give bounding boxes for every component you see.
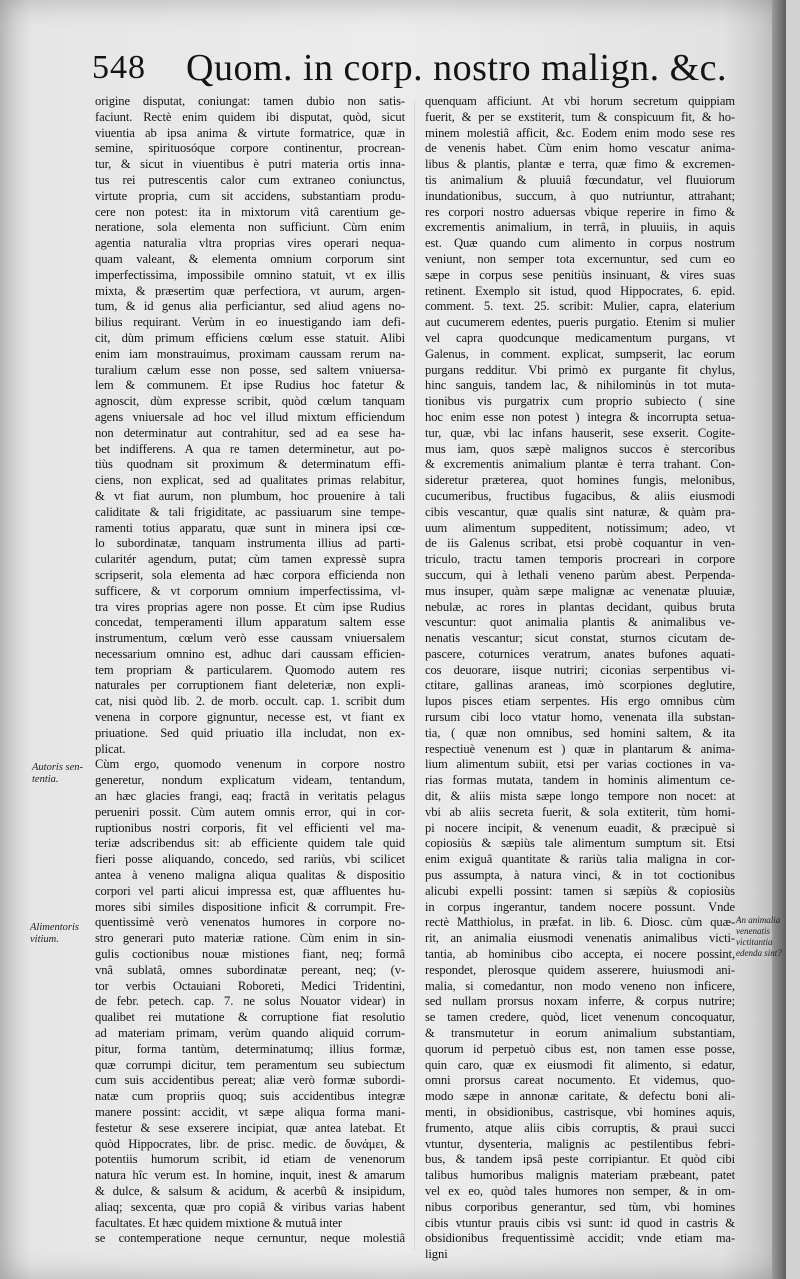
text-line: semine, spirituosóque corpore continentur, procrean- bbox=[95, 141, 405, 156]
text-line: lo subordinatæ, tanquam instrumenta illius ad parti- bbox=[95, 536, 405, 551]
text-line: antea à veneno maligna aliqua qualitas & dispositio bbox=[95, 868, 405, 883]
text-line: tis animalium & pluuiâ fœcundatur, vel fluuiorum bbox=[425, 172, 735, 187]
text-line: mores sibi similes dispositione inficit & corrumpit. Fre- bbox=[95, 899, 405, 914]
text-line: alicubi expelli possint: tamen si sæpiùs & copiosiùs bbox=[425, 883, 735, 898]
text-line: ramenti totius apparatu, quæ sunt in minera ipsi cœ- bbox=[95, 520, 405, 535]
text-line: vnâ sublatâ, omnes subordinatæ pereant, neq; (v- bbox=[95, 962, 405, 977]
text-line: aliaq; sexcenta, quæ pro copiâ & viribus varias habent bbox=[95, 1199, 405, 1214]
text-line: res corpori nostro aduersas vbique reperire in fimo & bbox=[425, 204, 735, 219]
text-line: caliditate & tali frigiditate, ac passiuarum sine tempe- bbox=[95, 504, 405, 519]
text-line: sed nullam prorsus noxam inferre, & corpus nutrire; bbox=[425, 994, 735, 1009]
text-line: rias formas mutata, tandem in hominis alimentum ce- bbox=[425, 773, 735, 788]
text-line: bilius requirant. Verùm in eo inuestigando iam defi- bbox=[95, 315, 405, 330]
text-line: se tamen credere, quòd, licet venenum concoquatur, bbox=[425, 1010, 735, 1025]
text-line: vbi ab aliis secreta fuerit, & sola extiterit, tùm homi- bbox=[425, 804, 735, 819]
text-line: quenquam afficiunt. At vbi horum secretum quippiam bbox=[425, 94, 735, 108]
text-line: turalium cælum esse non posse, sed saltem vniuersa- bbox=[95, 362, 405, 377]
text-line: quòd Hippocrates, libr. de prisc. medic. de δυνάμει, & bbox=[95, 1136, 405, 1151]
margin-note-autoris-sententia bbox=[32, 762, 83, 786]
text-line: & excrementis animalium plantæ è terra trahant. Con- bbox=[425, 457, 735, 472]
text-line: cit, dùm primum efficiens cœlum esse statuit. Alibi bbox=[95, 330, 405, 345]
text-line: tus rei putrescentis calor cum extraneo coniunctus, bbox=[95, 172, 405, 187]
text-line: respondet, plerosque quidem asserere, huiusmodi ani- bbox=[425, 962, 735, 977]
text-line: bus, & tandem ipsâ peste corripiantur. Et quòd cibi bbox=[425, 1152, 735, 1167]
text-line: veniunt, non semper tota excernuntur, sed cum eo bbox=[425, 251, 735, 266]
text-line: Cùm ergo, quomodo venenum in corpore nostro bbox=[95, 757, 405, 772]
text-line: nibus corporibus generantur, sed tùm, vbi homines bbox=[425, 1199, 735, 1214]
text-line: agens vniuersale ad hoc vel illud mixtum efficiendum bbox=[95, 409, 405, 424]
text-line: pitur, forma tantùm, determinatumq; illius formæ, bbox=[95, 1041, 405, 1056]
text-line: vel capra quodcunque medicamentum purgans, vt bbox=[425, 330, 735, 345]
text-line: bet indifferens. A qua re tamen determinetur, aut po- bbox=[95, 441, 405, 456]
text-line: generetur, nondum explicatum videam, tentandum, bbox=[95, 773, 405, 788]
text-line: plicat. bbox=[95, 741, 126, 756]
text-line: uum alimentum suppeditent, notissimum; adeo, vt bbox=[425, 520, 735, 535]
text-line: copiosiùs & sæpiùs tale alimentum sumptum sit. Etsi bbox=[425, 836, 735, 851]
text-line: viuentia ab ipsa anima & virtute formatrice, quæ in bbox=[95, 125, 405, 140]
text-line: stro generari puto materiæ ratione. Cùm enim in sin- bbox=[95, 931, 405, 946]
margin-note-line: edenda sint? bbox=[736, 948, 782, 958]
text-line: de febr. petech. cap. 7. ne solus Nouator videar) in bbox=[95, 994, 405, 1009]
text-line: minem molestiâ afficit, &c. Eodem enim modo sese res bbox=[425, 125, 735, 140]
text-line: tiùs quodnam sit proximum & determinatum effi- bbox=[95, 457, 405, 472]
text-line: teriæ adscribendus sit: ab efficiente quidem tale quid bbox=[95, 836, 405, 851]
text-line: omni prorsus careat nocumento. Et videmus, quo- bbox=[425, 1073, 735, 1088]
text-line: ctitare, gallinas araneas, imò scorpiones deglutire, bbox=[425, 678, 735, 693]
text-line: qualibet rei mutatione & corruptione fiat resolutio bbox=[95, 1010, 405, 1025]
text-line: vtuntur, dysenteria, malignis ac pestilentibus febri- bbox=[425, 1136, 735, 1151]
page-header bbox=[92, 46, 782, 94]
text-line: agnoscit, dùm expresse scribit, quòd cœlum tanquam bbox=[95, 394, 405, 409]
text-line: gulis coctionibus nouæ mistiones fiant, neq; formâ bbox=[95, 947, 405, 962]
text-line: vescuntur: quot animalia plantis & animalibus ve- bbox=[425, 615, 735, 630]
text-line: ruptionibus nostri corporis, fit vel efficienti vel ma- bbox=[95, 820, 405, 835]
text-line: cat, nisi quòd lib. 2. de morb. occult. cap. 1. scribit dum bbox=[95, 694, 405, 709]
margin-note-line: An animalia bbox=[736, 915, 781, 925]
left-text-column bbox=[95, 94, 405, 1254]
text-line: Galenus, in comment. explicat, sumpserit, lac eorum bbox=[425, 346, 735, 361]
text-line: enim iam monstrauimus, proximam caussam rerum na- bbox=[95, 346, 405, 361]
text-line: in corpus ingerantur, tandem nocere possunt. Vnde bbox=[425, 899, 735, 914]
text-line: & dulce, & salsum & acidum, & acerbû & insipidum, bbox=[95, 1183, 405, 1198]
text-line: cucumeribus, fructibus fugacibus, & aliis eiusmodi bbox=[425, 488, 735, 503]
text-line: origine disputat, coniungat: tamen dubio non satis- bbox=[95, 94, 405, 108]
text-line: non determinatur aut contrahitur, sed ad ea sese ha- bbox=[95, 425, 405, 440]
text-line: purgans redditur. Vbi primò ex purgante fit chylus, bbox=[425, 362, 735, 377]
text-line: comment. 5. text. 25. scribit: Mulier, capra, elaterium bbox=[425, 299, 735, 314]
margin-note-line: Alimentoris bbox=[30, 922, 79, 933]
page-number: 548 bbox=[92, 49, 146, 86]
text-line: ciens, non explicat, sed ad qualitates primas relabitur, bbox=[95, 473, 405, 488]
margin-note-line: tentia. bbox=[32, 774, 59, 785]
text-line: cibis vescantur, quæ qualis sint naturæ, & quàm pra- bbox=[425, 504, 735, 519]
text-line: priuatione. Sed quid priuatio illa includat, non ex- bbox=[95, 725, 405, 740]
text-line: lem & communem. Et ipse Rudius hoc fatetur & bbox=[95, 378, 405, 393]
text-line: aut cucumerem edentes, pueris purgatio. Etenim si mulier bbox=[425, 315, 735, 330]
text-line: cos deuorare, iisque nutriri; ciconias serpentibus vi- bbox=[425, 662, 735, 677]
text-line: vel ex eo, quòd tales humores non semper, & in om- bbox=[425, 1183, 735, 1198]
text-line: de venenis habet. Cùm enim homo vescatur anima- bbox=[425, 141, 735, 156]
text-line: frumento, atque aliis cibis corruptis, & prauì succi bbox=[425, 1120, 735, 1135]
text-line: instrumentum, cœlum verò esse caussam vniuersalem bbox=[95, 631, 405, 646]
text-line: ligni bbox=[425, 1247, 448, 1262]
text-line: modo sæpe in annonæ caritate, & defectu boni ali- bbox=[425, 1089, 735, 1104]
text-line: perueniri possit. Cùm autem omnis error, qui in cor- bbox=[95, 804, 405, 819]
text-line: tia, ( quæ non omnibus, sed homini saltem, & ita bbox=[425, 725, 735, 740]
text-line: fieri posse aliquando, concedo, sed rariùs, vbi scilicet bbox=[95, 852, 405, 867]
margin-note-an-animalia bbox=[736, 915, 782, 959]
text-line: inundationibus, succum, à quo nutriuntur, attrahant; bbox=[425, 188, 735, 203]
text-line: neratione, sola elementa non sufficiunt. Cùm enim bbox=[95, 220, 405, 235]
margin-note-line: vitium. bbox=[30, 934, 59, 945]
running-title: Quom. in corp. nostro malign. &c. bbox=[186, 47, 728, 89]
text-line: rit, an animalia eiusmodi venenatis animalibus victi- bbox=[425, 931, 735, 946]
text-line: quam valeant, & elementa omnium corporum sint bbox=[95, 251, 405, 266]
text-line: nebulæ, ac rores in plantas decidant, quibus bruta bbox=[425, 599, 735, 614]
text-line: mus iam, quos sæpè malignos succos è stercoribus bbox=[425, 441, 735, 456]
text-line: pi nocere incipit, & venenum euadit, & præcipuè si bbox=[425, 820, 735, 835]
text-line: necessarium omnino est, adhuc dari caussam efficien- bbox=[95, 646, 405, 661]
text-line: rursum cibi loco vtatur homo, venenata illa substan- bbox=[425, 710, 735, 725]
text-line: tur, quæ, vbi lac infans hauserit, sese exserit. Cogite- bbox=[425, 425, 735, 440]
text-line: cere non potest: ita in mixtorum vitâ carentium ge- bbox=[95, 204, 405, 219]
text-line: de iis Galenus scribat, etsi probè coquantur in ven- bbox=[425, 536, 735, 551]
text-line: pus assumpta, à natura vinci, & in tot coctionibus bbox=[425, 868, 735, 883]
text-line: & vt fiat aurum, non plumbum, hoc prouenire à tali bbox=[95, 488, 405, 503]
text-line: quæ corrumpi dicitur, tem peramentum seu subiectum bbox=[95, 1057, 405, 1072]
text-line: succum, qui à lethali veneno parùm abest. Perpenda- bbox=[425, 567, 735, 582]
text-line: dit, & aliis mista sæpe longo tempore non nocet: at bbox=[425, 789, 735, 804]
margin-note-alimentoris-vitium bbox=[30, 922, 79, 946]
text-line: tur, & sicut in viuentibus è putri materia ortis inna- bbox=[95, 157, 405, 172]
text-line: sideretur præterea, quot homines fungis, melonibus, bbox=[425, 473, 735, 488]
text-line: potentiis humorum scribit, id etiam de venenorum bbox=[95, 1152, 405, 1167]
text-line: an hæc glacies frangi, eaq; fractâ in veritatis pelagus bbox=[95, 789, 405, 804]
text-line: malia, si comedantur, non modo veneno non inficere, bbox=[425, 978, 735, 993]
text-line: virtute propria, cum sit accidens, substantiam produ- bbox=[95, 188, 405, 203]
text-line: est. Quæ quando cum alimento in corpus nostrum bbox=[425, 236, 735, 251]
text-line: nenatis vescantur; sicut constat, sturnos cicutam de- bbox=[425, 631, 735, 646]
column-gutter bbox=[414, 100, 415, 1250]
text-line: festetur & sese exserere incipiat, quæ antea latebat. Et bbox=[95, 1120, 405, 1135]
text-line: tum, & id genus alia perficiantur, sed aliud agens no- bbox=[95, 299, 405, 314]
text-line: tionibus vis purgatrix cum proprio subiecto ( sine bbox=[425, 394, 735, 409]
text-line: natæ cum propriis quoq; suis accidentibus integræ bbox=[95, 1089, 405, 1104]
margin-note-line: venenatis bbox=[736, 926, 770, 936]
text-line: respectiuè venenum est ) quæ in plantarum & anima- bbox=[425, 741, 735, 756]
text-line: pascere, coturnices veratrum, anates bufones aquati- bbox=[425, 646, 735, 661]
text-line: agentia naturalia vltra proprias vires operari nequa- bbox=[95, 236, 405, 251]
text-line: naturales per corruptionem fiant deleteriæ, non expli- bbox=[95, 678, 405, 693]
text-line: facultates. Et hæc quidem mixtione & mutuâ inter bbox=[95, 1215, 343, 1230]
text-line: hinc sanguis, tandem lac, & nihilominùs in tot muta- bbox=[425, 378, 735, 393]
text-line: quentissimè verò venenatos humores in corpore no- bbox=[95, 915, 405, 930]
right-text-column bbox=[425, 94, 735, 1262]
text-line: quin caro, quæ ex eiusmodi fit alimento, si edatur, bbox=[425, 1057, 735, 1072]
text-line: retinent. Exemplo sit istud, quod Hippocrates, 6. epid. bbox=[425, 283, 735, 298]
text-line: natura hîc verum est. In homine, inquit, inest & amarum bbox=[95, 1168, 405, 1183]
text-line: cibis vtuntur prauis cibis vsi sunt: id quod in castris & bbox=[425, 1215, 735, 1230]
text-line: sufficere, & vt corporum omnium imperfectissima, vl- bbox=[95, 583, 405, 598]
text-line: cum suis accidentibus pereat; aliæ verò formæ subordi- bbox=[95, 1073, 405, 1088]
text-line: manere possint: accidit, vt sæpe aliqua forma mani- bbox=[95, 1105, 405, 1119]
text-line: rectè Matthiolus, in præfat. in lib. 6. Diosc. cùm quæ- bbox=[425, 915, 735, 930]
text-line: corpori vel parti alicui impressa est, quæ affluentes hu- bbox=[95, 883, 405, 898]
text-line: venena in corpore gignuntur, necesse est, vt fiant ex bbox=[95, 710, 405, 725]
text-line: lium alimentum subiit, etsi per varias coctiones in va- bbox=[425, 757, 735, 772]
text-line: se contemperatione neque cernuntur, neque molestiâ bbox=[95, 1231, 405, 1246]
page-edge-shadow bbox=[772, 0, 786, 1279]
text-line: scripserit, sola elementa ad hæc corpora efficienda non bbox=[95, 567, 405, 582]
text-line: tantia, ab hominibus cibo accepta, ei nocere possint, bbox=[425, 947, 735, 962]
text-line: lupos pisces etiam serpentes. His ergo omnibus cùm bbox=[425, 694, 735, 709]
text-line: sæpe in corpus sese penitiùs insinuant, & vires suas bbox=[425, 267, 735, 282]
text-line: mus insuper, quàm sæpe malignæ ac venenatæ pluuiæ, bbox=[425, 583, 735, 598]
text-line: concedat, temperamenti illum apparatum saltem esse bbox=[95, 615, 405, 630]
text-line: tem propriam & particularem. Quomodo autem res bbox=[95, 662, 405, 677]
text-line: hoc enim esse non potest ) integra & incorrupta setua- bbox=[425, 409, 735, 424]
text-line: triculo, tractu tamen temporis procreari in corpore bbox=[425, 552, 735, 567]
text-line: imperfectissima, impossibile omnino statuit, vt ex illis bbox=[95, 267, 405, 282]
text-line: talibus humoribus malignis materiam præbeant, patet bbox=[425, 1168, 735, 1183]
margin-note-line: Autoris sen- bbox=[32, 762, 84, 773]
text-line: enim exiguâ quantitate & rariùs talia maligna in cor- bbox=[425, 852, 735, 867]
text-line: tor verbis Octauiani Roboreti, Medici Tridentini, bbox=[95, 978, 405, 993]
text-line: faciunt. Rectè enim quidem ibi disputat, quòd, sicut bbox=[95, 109, 405, 124]
text-line: obsidionibus frequentissimè accidit; vnde etiam ma- bbox=[425, 1231, 735, 1246]
text-line: tra vires proprias agere non posse. Et cùm ipse Rudius bbox=[95, 599, 405, 614]
text-line: ad materiam primam, verùm quando aliquid corrum- bbox=[95, 1026, 405, 1041]
text-line: excrementis animalium, in terrâ, in pluuiis, in aquis bbox=[425, 220, 735, 235]
text-line: mixta, & præsertim quæ perfectiora, vt aurum, argen- bbox=[95, 283, 405, 298]
margin-note-line: victitantia bbox=[736, 937, 773, 947]
text-line: cularitér agendum, putat; cùm tamen expressè supra bbox=[95, 552, 405, 567]
text-line: fuerit, & per se exstiterit, tum & conspicuum fit, & ho- bbox=[425, 109, 735, 124]
text-line: menti, in obsidionibus, castrisque, vbi homines aquis, bbox=[425, 1105, 735, 1119]
text-line: quorum id perpetuò cibus est, non tamen esse posse, bbox=[425, 1041, 735, 1056]
text-line: & transmutetur in eorum animalium substantiam, bbox=[425, 1026, 735, 1041]
text-line: libus & plantis, plantæ e terra, quæ fimo & excremen- bbox=[425, 157, 735, 172]
